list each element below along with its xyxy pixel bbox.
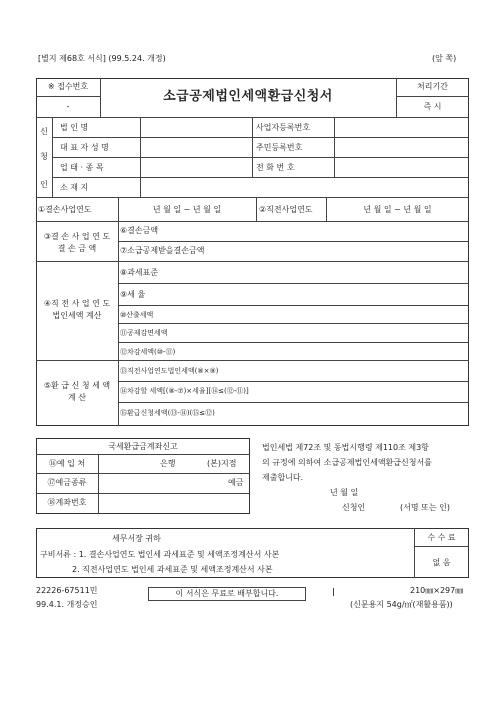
receipt-number-label: ※ 접수번호	[47, 82, 89, 91]
account-no-label: ⑱계좌번호	[47, 498, 87, 507]
calc-label-2: 법인세액 계산	[52, 311, 102, 320]
corp-name-field[interactable]	[142, 119, 250, 136]
required-docs-1: 구비서류 : 1. 결손사업연도 법인세 과세표준 및 세액조정계산서 사본	[40, 550, 280, 559]
deposit-type-field[interactable]	[100, 475, 226, 491]
signature-hint[interactable]: (서명 또는 인)	[400, 503, 450, 512]
address-field[interactable]	[142, 179, 467, 196]
address-label: 소 재 지	[60, 183, 89, 192]
prev-year-label: ②직전사업연도	[259, 205, 313, 214]
statement-line-3: 제출합니다.	[262, 473, 304, 482]
addressee: 세무서장 귀하	[112, 534, 161, 543]
processing-period-value: 즉 시	[423, 102, 442, 111]
refund-label-2: 계 산	[68, 393, 86, 402]
prev-year-value[interactable]: 년 월 일 ~ 년 월 일	[363, 205, 432, 214]
bank-name-label: ⑯예 입 처	[48, 459, 86, 468]
form-number: [별지 제68호 서식] (99.5.24. 개정)	[38, 54, 166, 63]
applicant-side-3: 인	[40, 180, 48, 189]
bank-name-field[interactable]	[100, 456, 158, 472]
loss-amount-label-1: ③결 손 사 업 연 도	[43, 232, 111, 241]
carryback-loss-item[interactable]: ⑦소급공제받을결손금액	[120, 246, 205, 255]
rep-name-field[interactable]	[142, 139, 250, 156]
fee-value: 없 음	[432, 558, 451, 567]
phone-label: 전 화 번 호	[256, 163, 295, 172]
resident-no-field[interactable]	[336, 139, 467, 156]
paper-size: 210㎜×297㎜	[410, 586, 464, 595]
deposit-type-label: ⑰예금종류	[47, 478, 87, 487]
applicant-side-1: 신	[40, 127, 48, 136]
refund-label-1: ⑤환 급 신 청 세 액	[43, 381, 111, 390]
resident-no-label: 주민등록번호	[256, 143, 303, 152]
page-side: (앞 쪽)	[432, 54, 457, 63]
loss-year-value[interactable]: 년 월 일 ~ 년 월 일	[152, 205, 222, 214]
applicant-side-2: 청	[40, 152, 48, 161]
refund-request-item[interactable]: ⑮환급신청세액(⑬-⑭)(⑮≤⑫)	[120, 409, 215, 417]
loss-year-label: ①결손사업연도	[38, 205, 92, 214]
biz-reg-no-label: 사업자등록번호	[256, 123, 311, 132]
paper-type: (신문용지 54g/㎡(재활용품))	[350, 600, 453, 609]
statement-line-1: 법인세법 제72조 및 동법시행령 제110조 제3항	[262, 443, 429, 452]
phone-field[interactable]	[336, 159, 467, 176]
branch-unit-label: (본)지점	[207, 459, 237, 468]
business-type-field[interactable]	[142, 159, 250, 176]
statement-line-2: 의 규정에 의하여 소급공제법인세액환급신청서를	[262, 458, 432, 467]
free-distribution-notice: 이 서식은 무료로 배부합니다.	[148, 587, 306, 601]
exemption-tax-item[interactable]: ⑪공제감면세액	[120, 329, 168, 337]
bank-unit-label: 은행	[160, 459, 176, 468]
deduct-tax-item[interactable]: ⑭차감할 세액[(⑧-⑦)×세율][⑭≤(⑫-⑪)]	[120, 387, 249, 395]
biz-reg-no-field[interactable]	[336, 119, 467, 136]
loss-amount-label-2: 결 손 금 액	[57, 244, 97, 253]
account-no-field[interactable]	[100, 495, 248, 512]
bank-account-title: 국세환급금계좌신고	[108, 442, 178, 451]
rep-name-label: 대 표 자 성 명	[60, 143, 109, 152]
fee-label: 수 수 료	[427, 533, 456, 542]
tax-base-item[interactable]: ⑧과세표준	[120, 268, 159, 277]
loss-amount-item[interactable]: ⑥결손금액	[120, 226, 159, 235]
business-type-label: 업 태 · 종 목	[60, 163, 104, 172]
statement-date[interactable]: 년 월 일	[330, 488, 359, 497]
required-docs-2: 2. 직전사업연도 법인세 과세표준 및 세액조정계산서 사본	[72, 565, 273, 574]
deducted-tax-item[interactable]: ⑫차감세액(⑩-⑪)	[120, 348, 176, 356]
deposit-unit-label: 예금	[228, 478, 244, 487]
form-title: 소급공제법인세액환급신청서	[163, 89, 333, 104]
tax-rate-item[interactable]: ⑨세 율	[120, 290, 146, 299]
calc-label-1: ④직 전 사 업 연 도	[43, 299, 111, 308]
applicant-label: 신청인	[342, 503, 366, 512]
prev-corp-tax-item[interactable]: ⑬직전사업연도법인세액(⑧×⑨)	[120, 367, 219, 375]
receipt-number-value: -	[66, 102, 70, 111]
processing-period-label: 처리기간	[417, 82, 448, 91]
approval-date: 99.4.1. 개정승인	[36, 600, 98, 609]
computed-tax-item[interactable]: ⑩산출세액	[120, 311, 154, 319]
form-code: 22226-67511민	[36, 586, 98, 595]
corp-name-label: 법 인 명	[60, 123, 89, 132]
